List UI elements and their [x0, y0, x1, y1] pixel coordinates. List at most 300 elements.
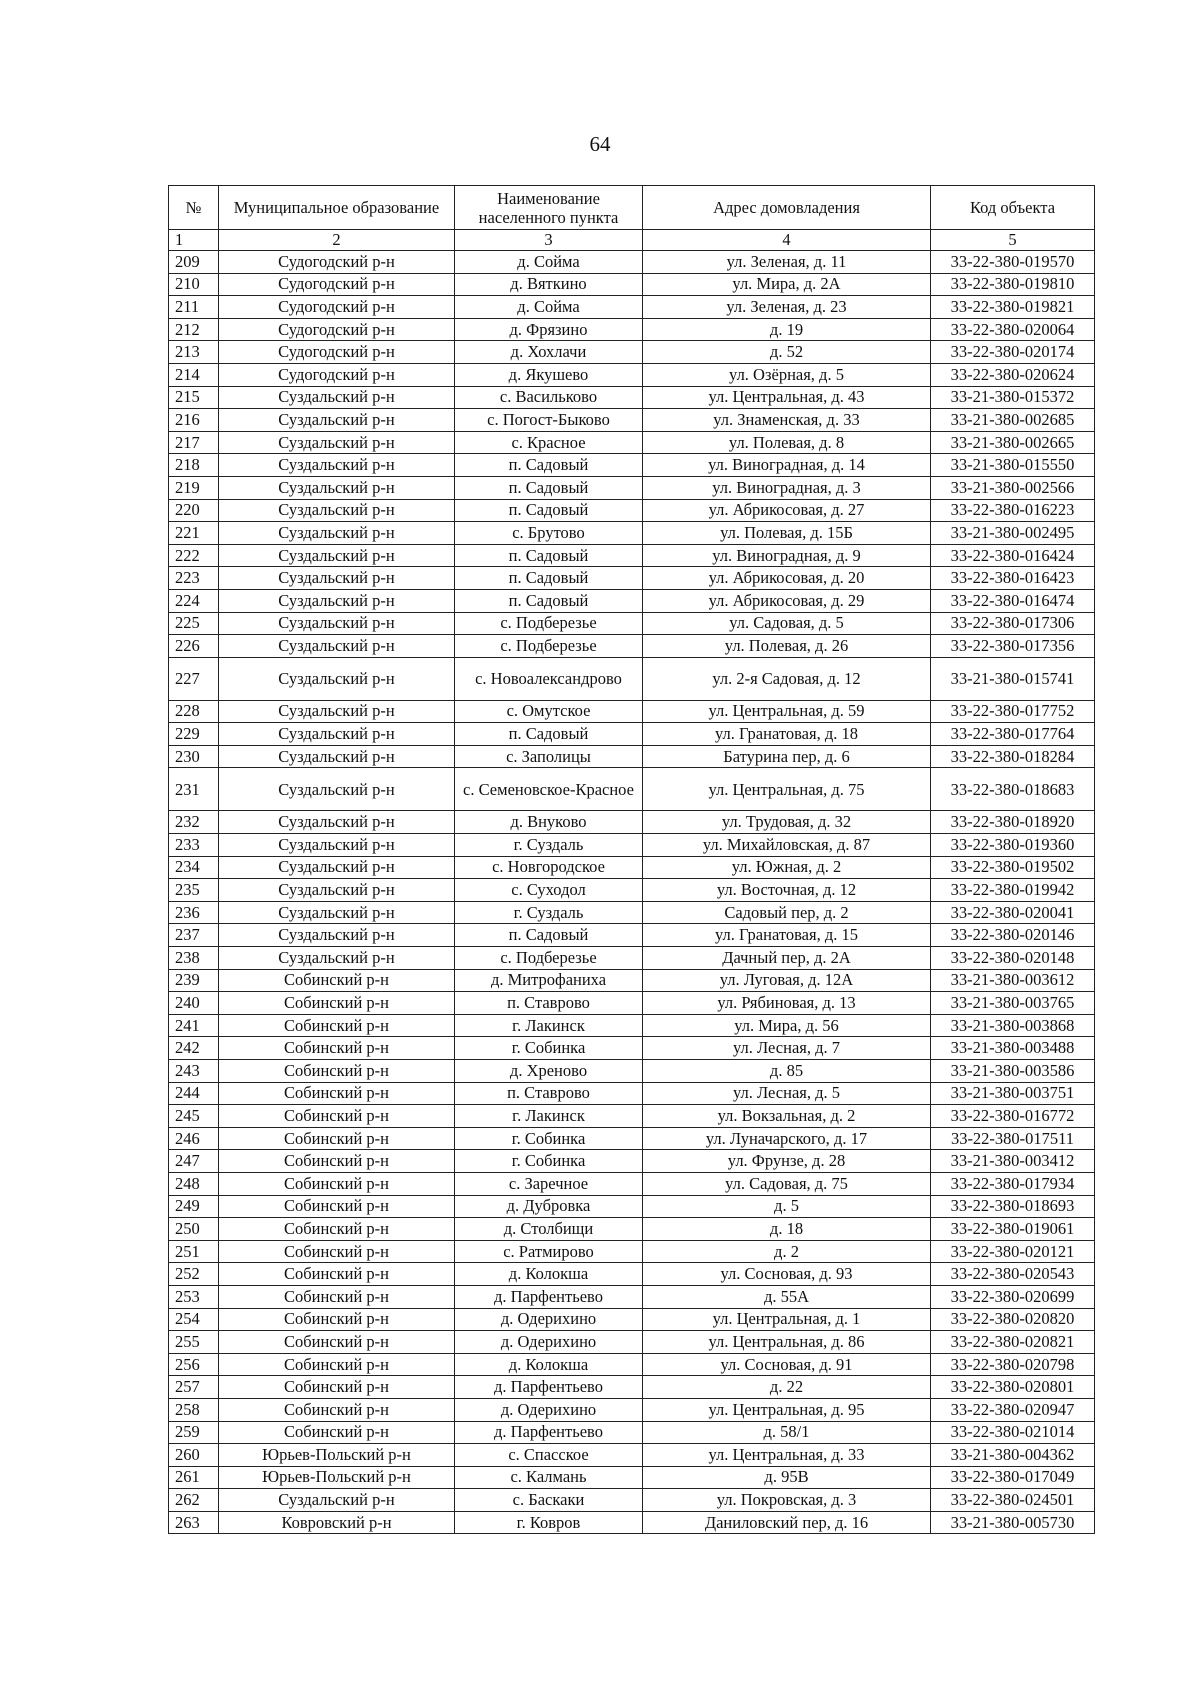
cell-number: 234	[169, 856, 219, 879]
cell-municipality: Собинский р-н	[219, 1218, 455, 1241]
cell-municipality: Собинский р-н	[219, 1240, 455, 1263]
cell-object-code: 33-21-380-003868	[931, 1014, 1095, 1037]
cell-number: 246	[169, 1127, 219, 1150]
table-row	[169, 1511, 1095, 1534]
cell-address: ул. Абрикосовая, д. 29	[643, 589, 931, 612]
cell-address: Батурина пер, д. 6	[643, 745, 931, 768]
cell-address: ул. Зеленая, д. 11	[643, 251, 931, 274]
table-row	[169, 1127, 1095, 1150]
cell-number: 233	[169, 834, 219, 857]
cell-municipality: Суздальский р-н	[219, 723, 455, 746]
cell-object-code: 33-22-380-020543	[931, 1263, 1095, 1286]
cell-settlement: д. Хреново	[455, 1060, 643, 1083]
cell-municipality: Суздальский р-н	[219, 544, 455, 567]
cell-settlement: г. Собинка	[455, 1127, 643, 1150]
cell-address: ул. Мира, д. 2А	[643, 273, 931, 296]
cell-settlement: г. Ковров	[455, 1511, 643, 1534]
table-row	[169, 1037, 1095, 1060]
cell-settlement: д. Вяткино	[455, 273, 643, 296]
cell-number: 225	[169, 612, 219, 635]
cell-object-code: 33-22-380-019570	[931, 251, 1095, 274]
table-row	[169, 1263, 1095, 1286]
table-row	[169, 1398, 1095, 1421]
cell-object-code: 33-22-380-020801	[931, 1376, 1095, 1399]
header-settlement: Наименование населенного пункта	[455, 186, 643, 230]
cell-municipality: Собинский р-н	[219, 1127, 455, 1150]
cell-object-code: 33-21-380-015741	[931, 657, 1095, 700]
cell-settlement: п. Ставрово	[455, 992, 643, 1015]
cell-object-code: 33-21-380-002566	[931, 476, 1095, 499]
table-row	[169, 768, 1095, 811]
cell-address: ул. Луначарского, д. 17	[643, 1127, 931, 1150]
cell-settlement: д. Сойма	[455, 251, 643, 274]
cell-municipality: Собинский р-н	[219, 1172, 455, 1195]
cell-municipality: Собинский р-н	[219, 1421, 455, 1444]
cell-municipality: Суздальский р-н	[219, 567, 455, 590]
cell-number: 248	[169, 1172, 219, 1195]
cell-settlement: п. Садовый	[455, 589, 643, 612]
cell-settlement: д. Парфентьево	[455, 1376, 643, 1399]
cell-number: 239	[169, 969, 219, 992]
cell-number: 216	[169, 409, 219, 432]
cell-address: ул. Центральная, д. 1	[643, 1308, 931, 1331]
cell-settlement: с. Подберезье	[455, 612, 643, 635]
table-row	[169, 431, 1095, 454]
cell-address: ул. 2-я Садовая, д. 12	[643, 657, 931, 700]
cell-address: ул. Луговая, д. 12А	[643, 969, 931, 992]
cell-address: ул. Центральная, д. 86	[643, 1331, 931, 1354]
cell-municipality: Суздальский р-н	[219, 1489, 455, 1512]
table-row	[169, 1082, 1095, 1105]
cell-number: 236	[169, 901, 219, 924]
cell-object-code: 33-22-380-020174	[931, 341, 1095, 364]
cell-settlement: г. Собинка	[455, 1037, 643, 1060]
cell-object-code: 33-21-380-003751	[931, 1082, 1095, 1105]
cell-address: Садовый пер, д. 2	[643, 901, 931, 924]
cell-address: ул. Садовая, д. 75	[643, 1172, 931, 1195]
cell-municipality: Собинский р-н	[219, 1082, 455, 1105]
cell-settlement: п. Садовый	[455, 723, 643, 746]
cell-settlement: с. Спасское	[455, 1444, 643, 1467]
cell-address: ул. Озёрная, д. 5	[643, 363, 931, 386]
column-number: 2	[219, 230, 455, 251]
header-address: Адрес домовладения	[643, 186, 931, 230]
table-row	[169, 386, 1095, 409]
table-row	[169, 476, 1095, 499]
cell-settlement: г. Лакинск	[455, 1105, 643, 1128]
cell-settlement: с. Красное	[455, 431, 643, 454]
cell-object-code: 33-22-380-017934	[931, 1172, 1095, 1195]
table-row	[169, 1218, 1095, 1241]
cell-object-code: 33-22-380-019810	[931, 273, 1095, 296]
cell-object-code: 33-22-380-020041	[931, 901, 1095, 924]
table-row	[169, 589, 1095, 612]
cell-address: ул. Зеленая, д. 23	[643, 296, 931, 319]
cell-municipality: Судогодский р-н	[219, 296, 455, 319]
cell-number: 247	[169, 1150, 219, 1173]
cell-municipality: Суздальский р-н	[219, 431, 455, 454]
table-row	[169, 273, 1095, 296]
cell-address: д. 55А	[643, 1285, 931, 1308]
cell-municipality: Суздальский р-н	[219, 635, 455, 658]
table-row	[169, 969, 1095, 992]
cell-address: д. 5	[643, 1195, 931, 1218]
cell-municipality: Юрьев-Польский р-н	[219, 1444, 455, 1467]
cell-object-code: 33-22-380-020064	[931, 318, 1095, 341]
cell-municipality: Суздальский р-н	[219, 409, 455, 432]
cell-address: ул. Знаменская, д. 33	[643, 409, 931, 432]
cell-number: 242	[169, 1037, 219, 1060]
cell-number: 227	[169, 657, 219, 700]
cell-address: д. 19	[643, 318, 931, 341]
header-number: №	[169, 186, 219, 230]
cell-municipality: Суздальский р-н	[219, 476, 455, 499]
cell-number: 249	[169, 1195, 219, 1218]
header-row	[169, 186, 1095, 230]
table-row	[169, 454, 1095, 477]
cell-address: д. 52	[643, 341, 931, 364]
cell-settlement: с. Суходол	[455, 879, 643, 902]
cell-address: ул. Фрунзе, д. 28	[643, 1150, 931, 1173]
cell-address: ул. Центральная, д. 95	[643, 1398, 931, 1421]
cell-settlement: д. Внуково	[455, 811, 643, 834]
cell-address: ул. Абрикосовая, д. 20	[643, 567, 931, 590]
cell-number: 229	[169, 723, 219, 746]
cell-municipality: Суздальский р-н	[219, 612, 455, 635]
cell-settlement: д. Якушево	[455, 363, 643, 386]
cell-settlement: с. Новгородское	[455, 856, 643, 879]
cell-municipality: Собинский р-н	[219, 1263, 455, 1286]
cell-number: 257	[169, 1376, 219, 1399]
cell-municipality: Собинский р-н	[219, 1014, 455, 1037]
cell-address: ул. Садовая, д. 5	[643, 612, 931, 635]
table-row	[169, 745, 1095, 768]
cell-settlement: п. Садовый	[455, 499, 643, 522]
cell-municipality: Собинский р-н	[219, 1398, 455, 1421]
cell-object-code: 33-22-380-017049	[931, 1466, 1095, 1489]
cell-object-code: 33-22-380-020699	[931, 1285, 1095, 1308]
cell-settlement: г. Лакинск	[455, 1014, 643, 1037]
cell-object-code: 33-22-380-020146	[931, 924, 1095, 947]
cell-address: ул. Центральная, д. 75	[643, 768, 931, 811]
cell-address: ул. Вокзальная, д. 2	[643, 1105, 931, 1128]
cell-object-code: 33-22-380-016474	[931, 589, 1095, 612]
cell-number: 232	[169, 811, 219, 834]
column-number-row	[169, 230, 1095, 251]
cell-municipality: Суздальский р-н	[219, 947, 455, 970]
cell-address: ул. Мира, д. 56	[643, 1014, 931, 1037]
cell-object-code: 33-21-380-003412	[931, 1150, 1095, 1173]
cell-municipality: Собинский р-н	[219, 1331, 455, 1354]
cell-municipality: Судогодский р-н	[219, 363, 455, 386]
cell-municipality: Собинский р-н	[219, 969, 455, 992]
cell-number: 262	[169, 1489, 219, 1512]
cell-address: ул. Южная, д. 2	[643, 856, 931, 879]
cell-number: 260	[169, 1444, 219, 1467]
cell-number: 223	[169, 567, 219, 590]
table-row	[169, 901, 1095, 924]
cell-number: 209	[169, 251, 219, 274]
cell-number: 226	[169, 635, 219, 658]
cell-settlement: с. Заполицы	[455, 745, 643, 768]
table-row	[169, 567, 1095, 590]
table-row	[169, 1060, 1095, 1083]
cell-number: 217	[169, 431, 219, 454]
cell-municipality: Собинский р-н	[219, 1195, 455, 1218]
column-number: 4	[643, 230, 931, 251]
cell-object-code: 33-22-380-018920	[931, 811, 1095, 834]
table-row	[169, 1353, 1095, 1376]
cell-municipality: Суздальский р-н	[219, 386, 455, 409]
cell-settlement: г. Собинка	[455, 1150, 643, 1173]
cell-municipality: Судогодский р-н	[219, 273, 455, 296]
cell-object-code: 33-22-380-018683	[931, 768, 1095, 811]
cell-settlement: с. Калмань	[455, 1466, 643, 1489]
cell-municipality: Суздальский р-н	[219, 901, 455, 924]
cell-settlement: п. Садовый	[455, 544, 643, 567]
cell-settlement: д. Столбищи	[455, 1218, 643, 1241]
cell-municipality: Суздальский р-н	[219, 657, 455, 700]
cell-settlement: д. Митрофаниха	[455, 969, 643, 992]
cell-object-code: 33-22-380-020121	[931, 1240, 1095, 1263]
cell-address: ул. Полевая, д. 26	[643, 635, 931, 658]
cell-address: ул. Михайловская, д. 87	[643, 834, 931, 857]
cell-number: 255	[169, 1331, 219, 1354]
cell-municipality: Судогодский р-н	[219, 251, 455, 274]
cell-number: 250	[169, 1218, 219, 1241]
cell-settlement: п. Садовый	[455, 567, 643, 590]
cell-object-code: 33-21-380-015372	[931, 386, 1095, 409]
cell-settlement: с. Васильково	[455, 386, 643, 409]
cell-address: ул. Восточная, д. 12	[643, 879, 931, 902]
cell-address: ул. Трудовая, д. 32	[643, 811, 931, 834]
cell-address: д. 58/1	[643, 1421, 931, 1444]
cell-number: 254	[169, 1308, 219, 1331]
cell-object-code: 33-22-380-019942	[931, 879, 1095, 902]
cell-object-code: 33-21-380-003612	[931, 969, 1095, 992]
table-row	[169, 1240, 1095, 1263]
table-row	[169, 522, 1095, 545]
table-row	[169, 723, 1095, 746]
table-row	[169, 657, 1095, 700]
cell-municipality: Суздальский р-н	[219, 499, 455, 522]
cell-municipality: Суздальский р-н	[219, 811, 455, 834]
column-number: 5	[931, 230, 1095, 251]
table-row	[169, 856, 1095, 879]
table-row	[169, 1105, 1095, 1128]
cell-address: ул. Центральная, д. 43	[643, 386, 931, 409]
cell-object-code: 33-22-380-020820	[931, 1308, 1095, 1331]
cell-settlement: с. Погост-Быково	[455, 409, 643, 432]
cell-number: 245	[169, 1105, 219, 1128]
cell-object-code: 33-21-380-005730	[931, 1511, 1095, 1534]
cell-settlement: д. Колокша	[455, 1353, 643, 1376]
header-municipality: Муниципальное образование	[219, 186, 455, 230]
cell-number: 258	[169, 1398, 219, 1421]
cell-settlement: с. Подберезье	[455, 635, 643, 658]
cell-number: 222	[169, 544, 219, 567]
cell-settlement: д. Парфентьево	[455, 1285, 643, 1308]
cell-number: 219	[169, 476, 219, 499]
cell-settlement: д. Колокша	[455, 1263, 643, 1286]
table-row	[169, 612, 1095, 635]
cell-object-code: 33-22-380-019360	[931, 834, 1095, 857]
cell-municipality: Суздальский р-н	[219, 700, 455, 723]
cell-object-code: 33-22-380-016423	[931, 567, 1095, 590]
table-body	[169, 251, 1095, 1534]
cell-number: 224	[169, 589, 219, 612]
cell-object-code: 33-21-380-002495	[931, 522, 1095, 545]
cell-number: 213	[169, 341, 219, 364]
table-row	[169, 363, 1095, 386]
cell-address: д. 18	[643, 1218, 931, 1241]
table-row	[169, 1150, 1095, 1173]
cell-object-code: 33-21-380-002665	[931, 431, 1095, 454]
cell-municipality: Собинский р-н	[219, 992, 455, 1015]
cell-settlement: с. Семеновское-Красное	[455, 768, 643, 811]
cell-municipality: Суздальский р-н	[219, 834, 455, 857]
cell-object-code: 33-22-380-017306	[931, 612, 1095, 635]
cell-number: 237	[169, 924, 219, 947]
cell-number: 244	[169, 1082, 219, 1105]
cell-address: ул. Полевая, д. 15Б	[643, 522, 931, 545]
registry-table	[168, 185, 1095, 1534]
table-row	[169, 992, 1095, 1015]
cell-municipality: Собинский р-н	[219, 1150, 455, 1173]
cell-object-code: 33-22-380-019061	[931, 1218, 1095, 1241]
cell-number: 221	[169, 522, 219, 545]
cell-number: 231	[169, 768, 219, 811]
cell-address: д. 22	[643, 1376, 931, 1399]
table-row	[169, 1308, 1095, 1331]
table-row	[169, 1172, 1095, 1195]
cell-municipality: Собинский р-н	[219, 1285, 455, 1308]
cell-object-code: 33-22-380-019502	[931, 856, 1095, 879]
cell-municipality: Собинский р-н	[219, 1037, 455, 1060]
cell-municipality: Суздальский р-н	[219, 924, 455, 947]
page-number: 64	[589, 132, 611, 156]
cell-municipality: Суздальский р-н	[219, 522, 455, 545]
table-row	[169, 947, 1095, 970]
cell-number: 253	[169, 1285, 219, 1308]
cell-number: 215	[169, 386, 219, 409]
table-row	[169, 499, 1095, 522]
cell-municipality: Собинский р-н	[219, 1308, 455, 1331]
table-row	[169, 1331, 1095, 1354]
cell-address: ул. Виноградная, д. 3	[643, 476, 931, 499]
header-object-code: Код объекта	[931, 186, 1095, 230]
cell-municipality: Ковровский р-н	[219, 1511, 455, 1534]
cell-object-code: 33-21-380-002685	[931, 409, 1095, 432]
cell-settlement: п. Садовый	[455, 476, 643, 499]
cell-number: 256	[169, 1353, 219, 1376]
cell-municipality: Суздальский р-н	[219, 745, 455, 768]
table-row	[169, 251, 1095, 274]
cell-number: 261	[169, 1466, 219, 1489]
cell-municipality: Суздальский р-н	[219, 856, 455, 879]
table-row	[169, 1285, 1095, 1308]
table-row	[169, 879, 1095, 902]
cell-object-code: 33-22-380-018284	[931, 745, 1095, 768]
cell-settlement: г. Суздаль	[455, 834, 643, 857]
cell-municipality: Суздальский р-н	[219, 589, 455, 612]
cell-settlement: д. Фрязино	[455, 318, 643, 341]
cell-settlement: п. Садовый	[455, 454, 643, 477]
cell-address: ул. Гранатовая, д. 15	[643, 924, 931, 947]
cell-address: ул. Лесная, д. 7	[643, 1037, 931, 1060]
cell-settlement: д. Парфентьево	[455, 1421, 643, 1444]
cell-settlement: п. Ставрово	[455, 1082, 643, 1105]
cell-number: 228	[169, 700, 219, 723]
cell-settlement: с. Заречное	[455, 1172, 643, 1195]
cell-number: 218	[169, 454, 219, 477]
cell-address: ул. Центральная, д. 59	[643, 700, 931, 723]
cell-address: Даниловский пер, д. 16	[643, 1511, 931, 1534]
cell-municipality: Юрьев-Польский р-н	[219, 1466, 455, 1489]
cell-number: 259	[169, 1421, 219, 1444]
table-row	[169, 811, 1095, 834]
table-row	[169, 834, 1095, 857]
cell-address: ул. Центральная, д. 33	[643, 1444, 931, 1467]
column-number: 3	[455, 230, 643, 251]
table-row	[169, 1376, 1095, 1399]
cell-object-code: 33-21-380-004362	[931, 1444, 1095, 1467]
cell-number: 240	[169, 992, 219, 1015]
cell-object-code: 33-21-380-015550	[931, 454, 1095, 477]
cell-settlement: г. Суздаль	[455, 901, 643, 924]
cell-number: 214	[169, 363, 219, 386]
cell-number: 263	[169, 1511, 219, 1534]
table-row	[169, 341, 1095, 364]
cell-number: 238	[169, 947, 219, 970]
cell-object-code: 33-21-380-003765	[931, 992, 1095, 1015]
cell-settlement: с. Подберезье	[455, 947, 643, 970]
cell-municipality: Судогодский р-н	[219, 318, 455, 341]
cell-address: ул. Виноградная, д. 14	[643, 454, 931, 477]
cell-address: ул. Сосновая, д. 93	[643, 1263, 931, 1286]
cell-number: 220	[169, 499, 219, 522]
cell-municipality: Суздальский р-н	[219, 454, 455, 477]
cell-address: ул. Рябиновая, д. 13	[643, 992, 931, 1015]
cell-settlement: д. Хохлачи	[455, 341, 643, 364]
cell-settlement: д. Сойма	[455, 296, 643, 319]
cell-settlement: с. Ратмирово	[455, 1240, 643, 1263]
table-row	[169, 544, 1095, 567]
table-row	[169, 1195, 1095, 1218]
cell-number: 212	[169, 318, 219, 341]
table-row	[169, 296, 1095, 319]
cell-municipality: Судогодский р-н	[219, 341, 455, 364]
cell-object-code: 33-22-380-017356	[931, 635, 1095, 658]
cell-object-code: 33-22-380-024501	[931, 1489, 1095, 1512]
table-row	[169, 409, 1095, 432]
table-row	[169, 1444, 1095, 1467]
cell-settlement: п. Садовый	[455, 924, 643, 947]
cell-object-code: 33-22-380-021014	[931, 1421, 1095, 1444]
cell-number: 210	[169, 273, 219, 296]
table-row	[169, 924, 1095, 947]
cell-settlement: с. Омутское	[455, 700, 643, 723]
cell-settlement: д. Одерихино	[455, 1331, 643, 1354]
cell-municipality: Собинский р-н	[219, 1376, 455, 1399]
cell-number: 251	[169, 1240, 219, 1263]
cell-number: 241	[169, 1014, 219, 1037]
cell-object-code: 33-22-380-020821	[931, 1331, 1095, 1354]
cell-municipality: Собинский р-н	[219, 1105, 455, 1128]
cell-settlement: д. Одерихино	[455, 1308, 643, 1331]
cell-number: 211	[169, 296, 219, 319]
cell-settlement: с. Новоалександрово	[455, 657, 643, 700]
